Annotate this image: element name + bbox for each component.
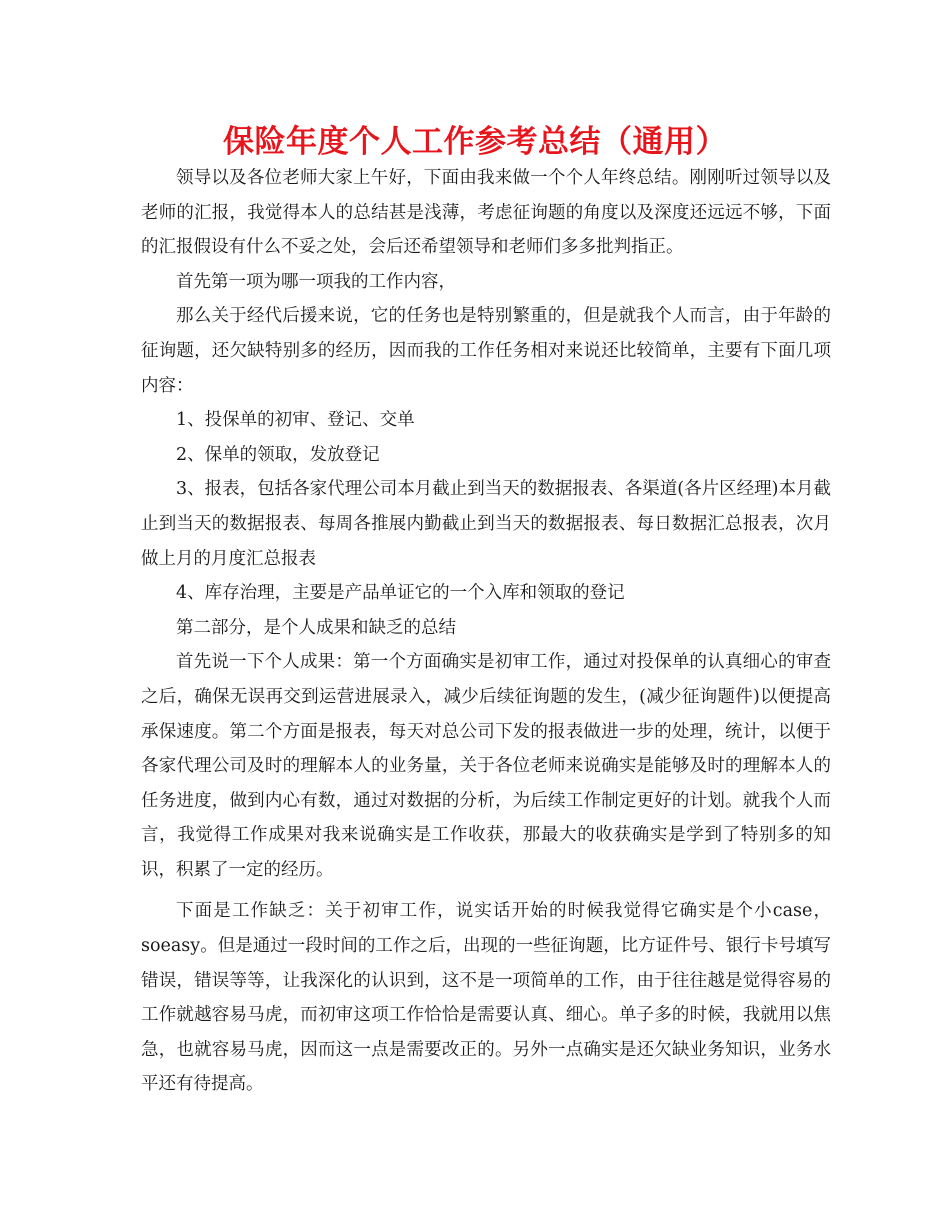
paragraph-task-2: 2、保单的领取，发放登记 xyxy=(176,444,380,465)
paragraph-greeting: 领导以及各位老师大家上午好，下面由我来做一个个人年终总结。刚刚听过领导以及老师的汇报，我觉得本人的总结甚是浅薄，考虑征询题的角度以及深度还远远不够，下面的汇报假设有什么不妥之处，会后还希望领导和老师们多多批判指正。 xyxy=(141,168,831,258)
document-body xyxy=(141,161,831,1102)
document-title: 保险年度个人工作参考总结（通用） xyxy=(223,124,727,160)
paragraph-part-two: 第二部分，是个人成果和缺乏的总结 xyxy=(176,617,456,638)
paragraph-shortcomings: 下面是工作缺乏：关于初审工作，说实话开始的时候我觉得它确实是个小case，soeasy。但是通过一段时间的工作之后，出现的一些征询题，比方证件号、银行卡号填写错误，错误等等，让我深化的认识到，这不是一项简单的工作，由于往往越是觉得容易的工作就越容易马虎，而初审这项工作恰恰是需要认真、细心。单子多的时候，我就用以焦急，也就容易马虎，因而这一点是需要改正的。另外一点确实是还欠缺业务知识，业务水平还有待提高。 xyxy=(141,901,831,1095)
paragraph-work-intro: 那么关于经代后援来说，它的任务也是特别繁重的，但是就我个人而言，由于年龄的征询题，还欠缺特别多的经历，因而我的工作任务相对来说还比较简单，主要有下面几项内容： xyxy=(141,306,831,396)
paragraph-task-3: 3、报表，包括各家代理公司本月截止到当天的数据报表、各渠道(各片区经理)本月截止到当天的数据报表、每周各推展内勤截止到当天的数据报表、每日数据汇总报表，次月做上月的月度汇总报表 xyxy=(141,479,831,569)
paragraph-task-4: 4、库存治理，主要是产品单证它的一个入库和领取的登记 xyxy=(176,583,625,604)
paragraph-first-item: 首先第一项为哪一项我的工作内容， xyxy=(176,271,456,292)
paragraph-task-1: 1、投保单的初审、登记、交单 xyxy=(176,410,415,431)
paragraph-achievements: 首先说一下个人成果：第一个方面确实是初审工作，通过对投保单的认真细心的审查之后，确保无误再交到运营进展录入，减少后续征询题的发生，(减少征询题件)以便提高承保速度。第二个方面是报表，每天对总公司下发的报表做进一步的处理，统计，以便于各家代理公司及时的理解本人的业务量，关于各位老师来说确实是能够及时的理解本人的任务进度，做到内心有数，通过对数据的分析，为后续工作制定更好的计划。就我个人而言，我觉得工作成果对我来说确实是工作收获，那最大的收获确实是学到了特别多的知识，积累了一定的经历。 xyxy=(141,652,831,880)
